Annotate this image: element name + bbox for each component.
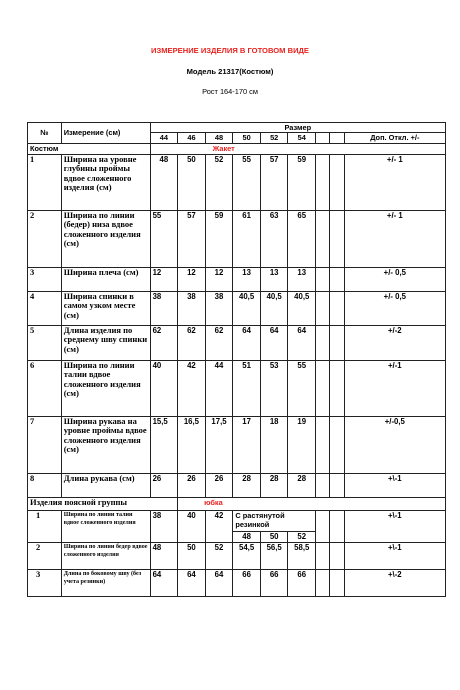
- row-value: 28: [288, 473, 316, 497]
- row-value: 64: [260, 325, 288, 360]
- row-value: 17,5: [205, 416, 233, 473]
- row-value: 56,5: [260, 542, 288, 569]
- row-name: Длина по боковому шву (без учета резинки): [61, 569, 150, 596]
- row-value: 66: [260, 569, 288, 596]
- section-waist-group: Изделия поясной группы: [28, 497, 178, 510]
- row-value: 40,5: [288, 291, 316, 325]
- row-name: Ширина по линии (бедер) низа вдвое сложенного изделия (см): [61, 210, 150, 267]
- row-tolerance: +/-0,5: [344, 416, 445, 473]
- row-value: 66: [233, 569, 261, 596]
- row-value: 38: [178, 291, 206, 325]
- height-range: Рост 164-170 см: [202, 87, 258, 96]
- row-value: 52: [205, 542, 233, 569]
- row-value: 63: [260, 210, 288, 267]
- row-value: 57: [260, 154, 288, 210]
- row-no: 5: [28, 325, 62, 360]
- row-value: 18: [260, 416, 288, 473]
- header-no: №: [28, 123, 62, 144]
- row-value: 38: [150, 510, 178, 542]
- document-title: ИЗМЕРЕНИЕ ИЗДЕЛИЯ В ГОТОВОМ ВИДЕ: [150, 46, 309, 55]
- row-value: 15,5: [150, 416, 178, 473]
- row-subvalue: 52: [288, 531, 316, 542]
- elastic-label: С растянутой резинкой: [233, 510, 316, 531]
- row-value: 12: [150, 267, 178, 291]
- row-no: 7: [28, 416, 62, 473]
- row-value: 17: [233, 416, 261, 473]
- row-value: 51: [233, 360, 261, 416]
- row-no: 2: [28, 210, 62, 267]
- table-row: [28, 291, 446, 325]
- size-header: 44: [150, 133, 178, 143]
- row-value: 40: [150, 360, 178, 416]
- size-header: 46: [178, 133, 206, 143]
- row-value: 58,5: [288, 542, 316, 569]
- row-tolerance: +\-1: [344, 510, 445, 542]
- row-value: 26: [150, 473, 178, 497]
- row-tolerance: +/- 1: [344, 210, 445, 267]
- row-name: Ширина на уровне глубины проймы вдвое сложенного изделия (см): [61, 154, 150, 210]
- row-value: 62: [150, 325, 178, 360]
- table-row: [28, 267, 446, 291]
- row-value: 44: [205, 360, 233, 416]
- row-tolerance: +\-2: [344, 569, 445, 596]
- row-no: 1: [28, 510, 62, 542]
- row-value: 13: [233, 267, 261, 291]
- row-value: 64: [178, 569, 206, 596]
- row-name: Ширина по линии талии вдвое сложенного изделия: [61, 510, 150, 542]
- row-value: 13: [288, 267, 316, 291]
- row-value: 16,5: [178, 416, 206, 473]
- table-row: [28, 416, 446, 473]
- row-value: 12: [205, 267, 233, 291]
- row-value: 66: [288, 569, 316, 596]
- row-value: 62: [178, 325, 206, 360]
- table-row: [28, 542, 446, 569]
- table-row: [28, 510, 446, 531]
- row-no: 3: [28, 267, 62, 291]
- row-name: Ширина плеча (см): [61, 267, 150, 291]
- row-value: 55: [233, 154, 261, 210]
- row-tolerance: +/- 0,5: [344, 267, 445, 291]
- table-row: [28, 473, 446, 497]
- table-row: [28, 210, 446, 267]
- row-value: 59: [288, 154, 316, 210]
- size-header: 50: [233, 133, 261, 143]
- header-measure: Измерение (см): [61, 123, 150, 144]
- row-tolerance: +/-2: [344, 325, 445, 360]
- row-tolerance: +\-1: [344, 473, 445, 497]
- section-jacket: Жакет: [150, 143, 445, 154]
- row-name: Длина рукава (см): [61, 473, 150, 497]
- row-no: 2: [28, 542, 62, 569]
- row-value: 19: [288, 416, 316, 473]
- section-suit: Костюм: [28, 143, 151, 154]
- size-header: 48: [205, 133, 233, 143]
- row-value: 42: [205, 510, 233, 542]
- row-name: Длина изделия по среднему шву спинки (см): [61, 325, 150, 360]
- measurement-table: [27, 122, 446, 597]
- header-tolerance: Доп. Откл. +/-: [344, 133, 445, 143]
- header-size: Размер: [150, 123, 445, 133]
- row-name: Ширина по линии бедер вдвое сложенного изделия: [61, 542, 150, 569]
- row-value: 26: [205, 473, 233, 497]
- size-header: 54: [288, 133, 316, 143]
- row-no: 6: [28, 360, 62, 416]
- row-value: 55: [150, 210, 178, 267]
- row-value: 28: [233, 473, 261, 497]
- row-value: 50: [178, 542, 206, 569]
- row-name: Ширина по линии талии вдвое сложенного изделия (см): [61, 360, 150, 416]
- row-value: 62: [205, 325, 233, 360]
- row-value: 42: [178, 360, 206, 416]
- row-value: 61: [233, 210, 261, 267]
- row-value: 48: [150, 542, 178, 569]
- row-no: 3: [28, 569, 62, 596]
- row-tolerance: +/- 0,5: [344, 291, 445, 325]
- row-tolerance: +/-1: [344, 360, 445, 416]
- row-value: 64: [233, 325, 261, 360]
- row-tolerance: +/- 1: [344, 154, 445, 210]
- row-no: 8: [28, 473, 62, 497]
- row-value: 50: [178, 154, 206, 210]
- row-value: 52: [205, 154, 233, 210]
- row-name: Ширина рукава на уровне проймы вдвое сложенного изделия (см): [61, 416, 150, 473]
- row-value: 40,5: [260, 291, 288, 325]
- row-value: 64: [205, 569, 233, 596]
- table-row: [28, 154, 446, 210]
- row-value: 65: [288, 210, 316, 267]
- row-value: 48: [150, 154, 178, 210]
- row-subvalue: 48: [233, 531, 261, 542]
- row-value: 40,5: [233, 291, 261, 325]
- row-value: 28: [260, 473, 288, 497]
- table-row: [28, 325, 446, 360]
- row-value: 12: [178, 267, 206, 291]
- row-name: Ширина спинки в самом узком месте (см): [61, 291, 150, 325]
- row-value: 53: [260, 360, 288, 416]
- row-no: 4: [28, 291, 62, 325]
- row-value: 54,5: [233, 542, 261, 569]
- row-value: 26: [178, 473, 206, 497]
- row-value: 38: [150, 291, 178, 325]
- section-skirt: юбка: [178, 497, 446, 510]
- row-value: 64: [150, 569, 178, 596]
- table-row: [28, 360, 446, 416]
- table-row: [28, 569, 446, 596]
- row-value: 64: [288, 325, 316, 360]
- size-header: 52: [260, 133, 288, 143]
- row-tolerance: +\-1: [344, 542, 445, 569]
- row-no: 1: [28, 154, 62, 210]
- row-value: 38: [205, 291, 233, 325]
- model-name: Модель 21317(Костюм): [186, 67, 274, 76]
- row-subvalue: 50: [260, 531, 288, 542]
- row-value: 13: [260, 267, 288, 291]
- row-value: 57: [178, 210, 206, 267]
- row-value: 59: [205, 210, 233, 267]
- row-value: 55: [288, 360, 316, 416]
- row-value: 40: [178, 510, 206, 542]
